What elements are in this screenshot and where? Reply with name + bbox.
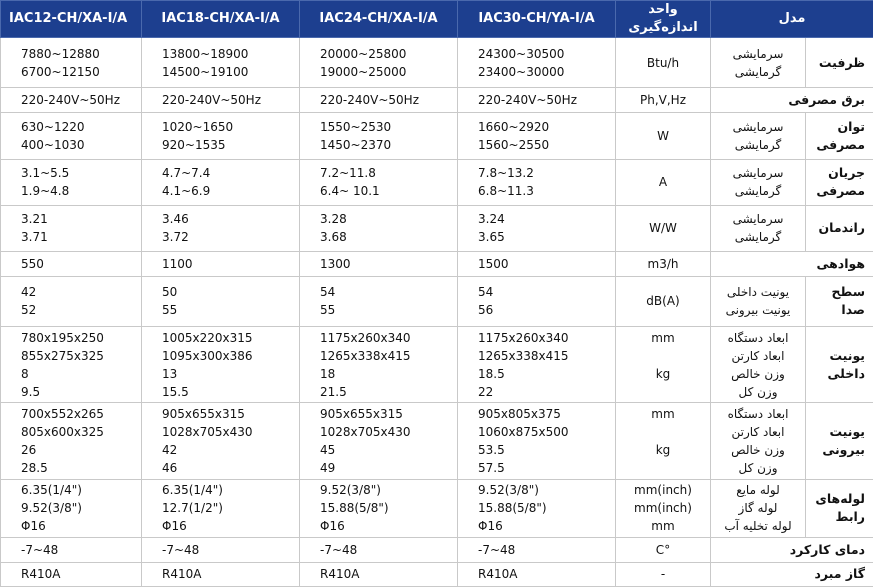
value-cell: [458, 159, 616, 205]
value-line: 28.5: [21, 460, 48, 475]
value-line: 1175x260x340: [478, 330, 569, 345]
unit-line: mm(inch): [634, 483, 692, 498]
value-line: 3.46: [162, 212, 189, 227]
subcategory-cell: [711, 327, 806, 403]
value-line: 1550~2530: [320, 119, 392, 134]
unit-line: [616, 459, 710, 477]
value-line: 6.8~11.3: [478, 184, 534, 199]
value-line: 1560~2550: [478, 137, 550, 152]
category-cell: جریان مصرفی: [806, 159, 873, 205]
value-cell: 1100: [142, 251, 300, 276]
unit-cell: Btu/h: [616, 38, 711, 88]
category-cell: راندمان: [806, 205, 873, 251]
category-cell: برق مصرفی: [711, 88, 873, 113]
value-line: 6700~12150: [21, 64, 100, 79]
value-line: 9.5: [21, 384, 41, 399]
value-line: 53.5: [478, 442, 505, 457]
value-line: 55: [320, 303, 336, 318]
subcategory-line: وزن خالص: [731, 442, 785, 457]
unit-line: kg: [655, 366, 671, 381]
value-line: 52: [21, 303, 37, 318]
row-current: [1, 159, 873, 205]
value-line: 7.2~11.8: [320, 166, 376, 181]
subcategory-line: سرمایشی: [732, 212, 784, 227]
unit-line: kg: [655, 442, 671, 457]
value-cell: [142, 113, 300, 159]
unit-line: [616, 423, 710, 441]
value-line: Φ16: [320, 519, 345, 534]
value-cell: [142, 403, 300, 479]
unit-cell: Ph,V,Hz: [616, 88, 711, 113]
unit-header: واحد اندازه‌گیری: [616, 1, 711, 38]
value-cell: -7~48: [458, 537, 616, 562]
unit-cell: [616, 479, 711, 537]
subcategory-line: گرمایشی: [734, 230, 782, 245]
subcategory-cell: [711, 113, 806, 159]
value-line: 3.71: [21, 230, 48, 245]
subcategory-line: ابعاد دستگاه: [727, 330, 789, 345]
value-cell: [458, 403, 616, 479]
subcategory-line: لوله مایع: [736, 483, 780, 498]
category-cell: سطح صدا: [806, 276, 873, 326]
subcategory-line: لوله تخلیه آب: [724, 519, 792, 534]
value-cell: [142, 159, 300, 205]
value-line: 3.28: [320, 212, 347, 227]
value-cell: [458, 276, 616, 326]
value-line: 6.35(1/4"): [162, 483, 223, 498]
value-line: 50: [162, 285, 178, 300]
value-line: 23400~30000: [478, 64, 565, 79]
value-cell: [300, 327, 458, 403]
unit-line: mm: [651, 330, 675, 345]
value-cell: [458, 205, 616, 251]
value-line: 42: [21, 285, 37, 300]
subcategory-line: ابعاد دستگاه: [727, 406, 789, 421]
model-header-1: IAC12-CH/XA-I/A: [1, 1, 142, 38]
value-line: 8: [21, 366, 29, 381]
value-cell: 220-240V~50Hz: [142, 88, 300, 113]
row-indoor-unit: [1, 327, 873, 403]
unit-line: mm: [651, 519, 675, 534]
value-line: 1095x300x386: [162, 348, 253, 363]
value-line: 1028x705x430: [320, 424, 411, 439]
unit-line: [616, 347, 710, 365]
value-line: 6.4~ 10.1: [320, 184, 380, 199]
value-line: 42: [162, 442, 178, 457]
value-line: 15.88(5/8"): [478, 501, 547, 516]
value-line: 905x655x315: [162, 406, 245, 421]
value-cell: 550: [1, 251, 142, 276]
value-line: 9.52(3/8"): [320, 483, 381, 498]
subcategory-line: ابعاد کارتن: [731, 348, 785, 363]
value-cell: [300, 403, 458, 479]
header-row: [1, 1, 873, 38]
value-cell: 220-240V~50Hz: [1, 88, 142, 113]
subcategory-cell: [711, 38, 806, 88]
unit-line: [616, 383, 710, 401]
value-cell: [1, 159, 142, 205]
value-cell: [1, 479, 142, 537]
value-line: 1175x260x340: [320, 330, 411, 345]
value-cell: [300, 38, 458, 88]
value-line: 4.7~7.4: [162, 166, 211, 181]
value-cell: [142, 205, 300, 251]
value-line: 15.88(5/8"): [320, 501, 389, 516]
category-cell: لوله‌های رابط: [806, 479, 873, 537]
value-line: 3.1~5.5: [21, 166, 70, 181]
unit-line: mm(inch): [634, 501, 692, 516]
value-cell: [458, 38, 616, 88]
value-line: 45: [320, 442, 336, 457]
subcategory-line: لوله گاز: [738, 501, 778, 516]
value-line: 57.5: [478, 460, 505, 475]
value-cell: [1, 403, 142, 479]
subcategory-cell: [711, 479, 806, 537]
category-cell: یونیت بیرونی: [806, 403, 873, 479]
value-cell: [142, 479, 300, 537]
value-line: 20000~25800: [320, 46, 407, 61]
value-line: 3.72: [162, 230, 189, 245]
subcategory-line: وزن کل: [738, 460, 778, 475]
value-cell: -7~48: [142, 537, 300, 562]
value-cell: 1500: [458, 251, 616, 276]
subcategory-line: سرمایشی: [732, 166, 784, 181]
value-line: Φ16: [478, 519, 503, 534]
value-line: Φ16: [162, 519, 187, 534]
subcategory-line: سرمایشی: [732, 119, 784, 134]
value-line: 1060x875x500: [478, 424, 569, 439]
value-line: 46: [162, 460, 178, 475]
subcategory-line: یونیت داخلی: [726, 285, 790, 300]
value-line: 26: [21, 442, 37, 457]
unit-cell: m3/h: [616, 251, 711, 276]
subcategory-cell: [711, 205, 806, 251]
value-cell: [300, 276, 458, 326]
value-cell: [1, 327, 142, 403]
unit-cell: A: [616, 159, 711, 205]
value-cell: -7~48: [300, 537, 458, 562]
category-cell: توان مصرفی: [806, 113, 873, 159]
value-cell: 1300: [300, 251, 458, 276]
value-line: 18: [320, 366, 336, 381]
category-cell: ظرفیت: [806, 38, 873, 88]
model-header-4: IAC30-CH/YA-I/A: [458, 1, 616, 38]
value-line: 55: [162, 303, 178, 318]
value-cell: [142, 327, 300, 403]
subcategory-line: گرمایشی: [734, 64, 782, 79]
value-cell: [458, 327, 616, 403]
value-line: 9.52(3/8"): [21, 501, 82, 516]
value-cell: R410A: [1, 562, 142, 586]
value-cell: [1, 38, 142, 88]
subcategory-cell: [711, 159, 806, 205]
unit-cell: °C: [616, 537, 711, 562]
category-cell: هوادهی: [711, 251, 873, 276]
subcategory-cell: [711, 276, 806, 326]
value-line: 7.8~13.2: [478, 166, 534, 181]
value-cell: [1, 113, 142, 159]
value-line: 1265x338x415: [478, 348, 569, 363]
row-power-supply: [1, 88, 873, 113]
value-line: 1450~2370: [320, 137, 392, 152]
value-cell: [1, 205, 142, 251]
value-line: 1005x220x315: [162, 330, 253, 345]
unit-cell: [616, 403, 711, 479]
value-line: 3.68: [320, 230, 347, 245]
value-cell: [300, 159, 458, 205]
subcategory-line: وزن کل: [738, 384, 778, 399]
subcategory-line: گرمایشی: [734, 137, 782, 152]
value-line: 630~1220: [21, 119, 85, 134]
value-cell: [1, 276, 142, 326]
value-line: 855x275x325: [21, 348, 104, 363]
value-line: 3.65: [478, 230, 505, 245]
subcategory-line: یونیت بیرونی: [725, 303, 791, 318]
value-line: 400~1030: [21, 137, 85, 152]
value-cell: [458, 479, 616, 537]
category-cell: یونیت داخلی: [806, 327, 873, 403]
row-outdoor-unit: [1, 403, 873, 479]
value-line: 1660~2920: [478, 119, 550, 134]
value-line: 1265x338x415: [320, 348, 411, 363]
model-header-3: IAC24-CH/XA-I/A: [300, 1, 458, 38]
row-temperature: [1, 537, 873, 562]
value-line: 1020~1650: [162, 119, 234, 134]
unit-cell: W/W: [616, 205, 711, 251]
value-line: 56: [478, 303, 494, 318]
value-line: 14500~19100: [162, 64, 249, 79]
subcategory-line: سرمایشی: [732, 46, 784, 61]
value-line: Φ16: [21, 519, 46, 534]
subcategory-cell: [711, 403, 806, 479]
unit-cell: W: [616, 113, 711, 159]
value-cell: [142, 38, 300, 88]
unit-line: mm: [651, 406, 675, 421]
value-line: 905x655x315: [320, 406, 403, 421]
value-line: 920~1535: [162, 137, 226, 152]
row-pipes: [1, 479, 873, 537]
row-capacity: [1, 38, 873, 88]
value-line: 15.5: [162, 384, 189, 399]
subcategory-line: وزن خالص: [731, 366, 785, 381]
value-line: 9.52(3/8"): [478, 483, 539, 498]
value-cell: [458, 113, 616, 159]
value-line: 6.35(1/4"): [21, 483, 82, 498]
value-line: 1.9~4.8: [21, 184, 70, 199]
value-line: 700x552x265: [21, 406, 104, 421]
value-cell: [300, 205, 458, 251]
value-line: 7880~12880: [21, 46, 100, 61]
row-noise: [1, 276, 873, 326]
value-line: 780x195x250: [21, 330, 104, 345]
row-efficiency: [1, 205, 873, 251]
subcategory-line: گرمایشی: [734, 184, 782, 199]
value-line: 49: [320, 460, 336, 475]
value-cell: [300, 113, 458, 159]
value-line: 3.21: [21, 212, 48, 227]
value-line: 21.5: [320, 384, 347, 399]
value-cell: R410A: [300, 562, 458, 586]
unit-cell: [616, 327, 711, 403]
subcategory-line: ابعاد کارتن: [731, 424, 785, 439]
category-cell: گاز مبرد: [711, 562, 873, 586]
unit-cell: -: [616, 562, 711, 586]
value-line: 22: [478, 384, 494, 399]
model-label-header: مدل: [711, 1, 873, 38]
value-line: 13800~18900: [162, 46, 249, 61]
value-cell: R410A: [458, 562, 616, 586]
row-airflow: [1, 251, 873, 276]
value-line: 1028x705x430: [162, 424, 253, 439]
value-cell: 220-240V~50Hz: [458, 88, 616, 113]
value-line: 18.5: [478, 366, 505, 381]
row-refrigerant: [1, 562, 873, 586]
unit-cell: dB(A): [616, 276, 711, 326]
value-cell: R410A: [142, 562, 300, 586]
value-line: 12.7(1/2"): [162, 501, 223, 516]
value-line: 54: [320, 285, 336, 300]
value-cell: [300, 479, 458, 537]
value-line: 4.1~6.9: [162, 184, 211, 199]
value-line: 805x600x325: [21, 424, 104, 439]
category-cell: دمای کارکرد: [711, 537, 873, 562]
value-line: 905x805x375: [478, 406, 561, 421]
value-cell: 220-240V~50Hz: [300, 88, 458, 113]
value-line: 13: [162, 366, 178, 381]
model-header-2: IAC18-CH/XA-I/A: [142, 1, 300, 38]
value-cell: [142, 276, 300, 326]
value-line: 24300~30500: [478, 46, 565, 61]
value-line: 3.24: [478, 212, 505, 227]
value-cell: -7~48: [1, 537, 142, 562]
value-line: 54: [478, 285, 494, 300]
row-power-input: [1, 113, 873, 159]
value-line: 19000~25000: [320, 64, 407, 79]
